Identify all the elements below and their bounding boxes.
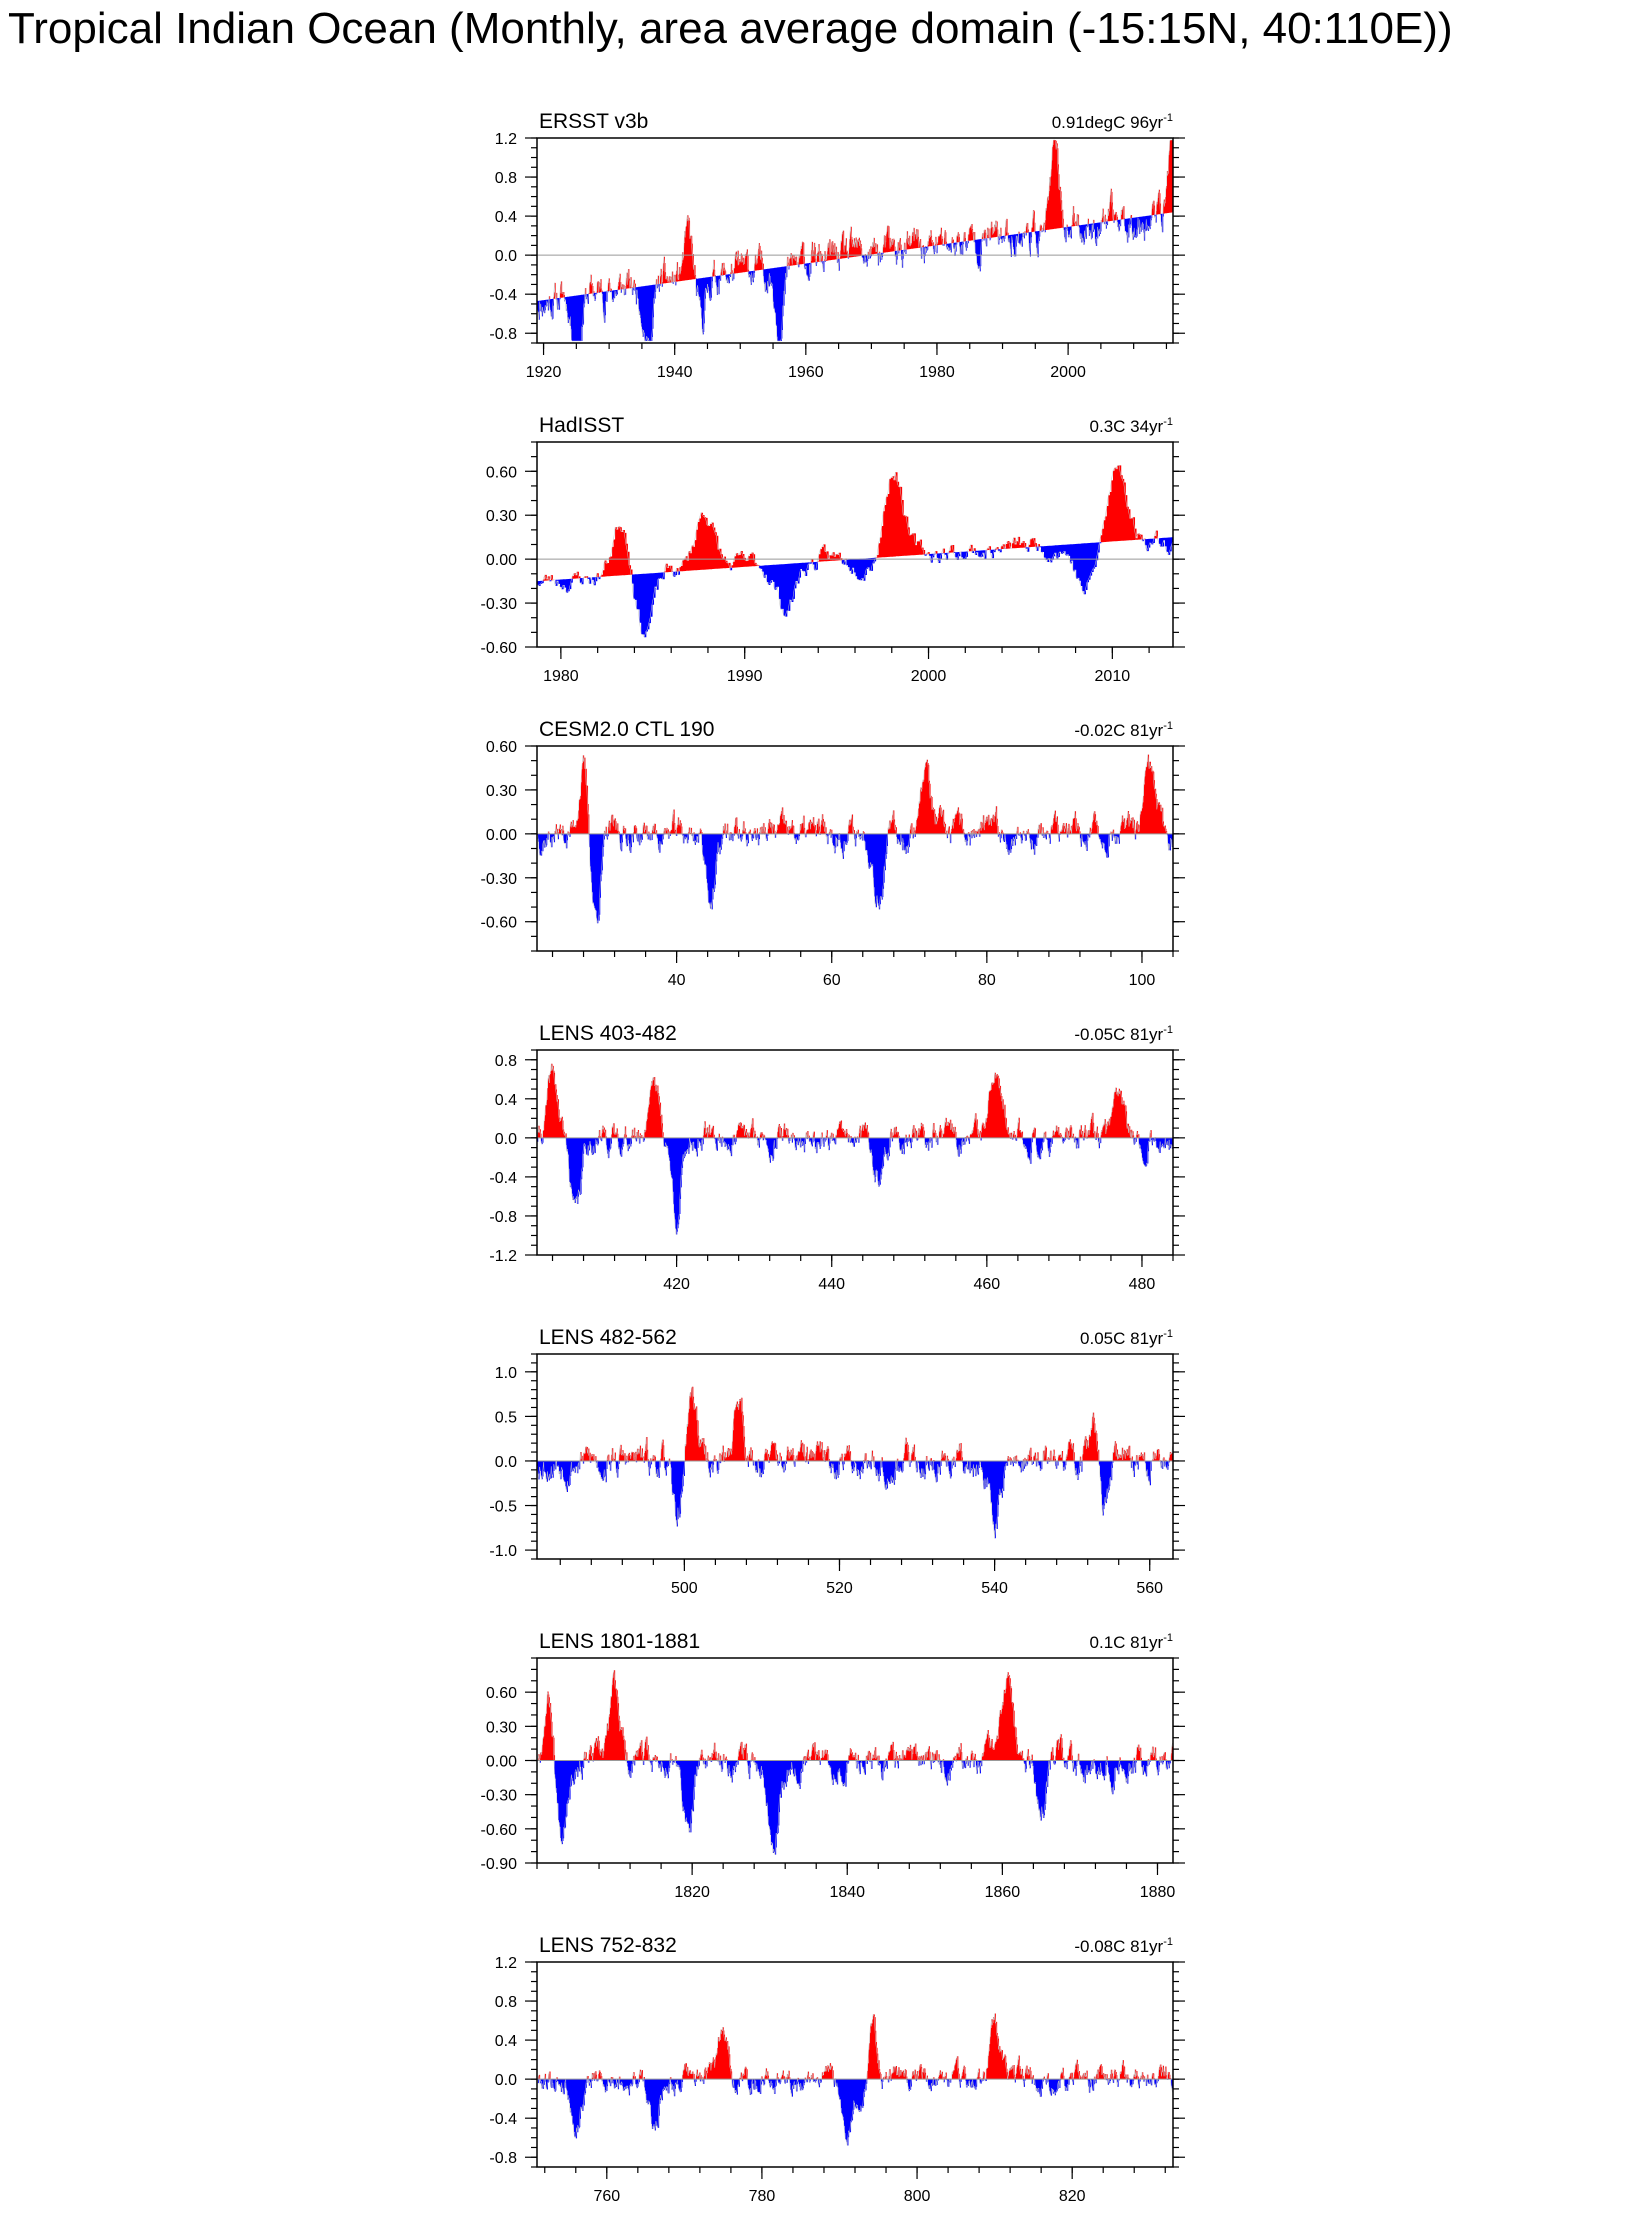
x-tick-label: 1880 (1139, 1884, 1176, 1901)
positive-anomaly-fill (538, 1670, 1174, 1760)
trend-label: -0.02C $81yr^{-1}$ (1074, 720, 1173, 740)
panel-2 (481, 414, 1185, 685)
negative-anomaly-fill (537, 834, 1174, 923)
x-tick-label: 1840 (829, 1884, 866, 1901)
trend-exponent: -1 (1163, 112, 1173, 124)
trend-label: 0.05C $81yr^{-1}$ (1080, 1328, 1173, 1348)
y-tick-label: 0.30 (485, 508, 517, 526)
y-tick-label: -0.60 (480, 914, 517, 932)
anomaly-series (537, 1387, 1174, 1538)
x-tick-label: 1920 (525, 364, 562, 381)
y-tick-label: -0.30 (480, 1787, 517, 1805)
anomaly-series (537, 140, 1174, 341)
y-tick-label: 0.5 (494, 1409, 517, 1427)
y-tick-label: 0.60 (485, 464, 517, 482)
anomaly-series (537, 465, 1175, 637)
x-tick-label: 1860 (984, 1884, 1021, 1901)
x-tick-label: 460 (973, 1276, 1001, 1293)
x-tick-label: 780 (748, 2188, 776, 2205)
y-tick-label: 0.60 (485, 1685, 517, 1703)
panel-title: ERSST v3b (539, 110, 649, 133)
series-line (537, 1670, 1173, 1854)
x-tick-label: 1990 (726, 668, 763, 685)
trend-exponent: -1 (1163, 1024, 1173, 1036)
panel-5 (489, 1326, 1185, 1597)
x-tick-label: 2010 (1094, 668, 1131, 685)
anomaly-series (537, 755, 1174, 924)
negative-anomaly-fill (537, 1761, 1171, 1855)
x-tick-label: 1980 (543, 668, 579, 685)
x-tick-label: 820 (1058, 2188, 1086, 2205)
x-tick-label: 420 (663, 1276, 690, 1293)
y-tick-label: 0.00 (485, 552, 517, 570)
y-tick-label: -0.8 (489, 326, 517, 344)
x-tick-label: 520 (826, 1580, 853, 1597)
y-tick-label: 0.4 (494, 2033, 517, 2051)
y-axis (525, 1962, 1185, 2167)
y-tick-label: 0.0 (494, 2072, 517, 2090)
x-tick-label: 1820 (674, 1884, 710, 1901)
negative-anomaly-fill (537, 537, 1175, 637)
x-tick-label: 480 (1128, 1276, 1156, 1293)
y-tick-label: 0.0 (494, 1130, 517, 1148)
x-tick-label: 80 (977, 972, 996, 989)
series-line (537, 140, 1173, 341)
x-tick-label: 760 (593, 2188, 621, 2205)
y-tick-label: 0.8 (494, 1994, 517, 2012)
y-tick-label: 0.8 (494, 1052, 517, 1070)
anomaly-series (537, 1670, 1174, 1854)
y-tick-label: 1.2 (494, 1955, 517, 1972)
negative-anomaly-fill (537, 2079, 1174, 2145)
trend-exponent: -1 (1163, 1936, 1173, 1948)
y-tick-label: 0.4 (494, 1091, 517, 1109)
plot-frame (537, 746, 1173, 951)
x-tick-label: 440 (818, 1276, 846, 1293)
x-axis (561, 647, 1149, 659)
panel-6 (481, 1630, 1185, 1901)
y-tick-label: -0.8 (489, 2150, 517, 2168)
y-tick-label: 0.60 (485, 739, 517, 756)
y-tick-label: 0.4 (494, 209, 517, 227)
trend-exponent: -1 (1163, 1328, 1173, 1340)
x-axis (537, 1863, 1157, 1875)
positive-anomaly-fill (538, 1064, 1167, 1138)
y-tick-label: -1.0 (489, 1543, 517, 1561)
y-tick-label: -0.4 (489, 1169, 517, 1187)
y-tick-label: -0.4 (489, 287, 517, 305)
y-tick-label: -0.4 (489, 2111, 517, 2129)
x-axis (545, 2167, 1165, 2179)
trend-label: 0.1C $81yr^{-1}$ (1089, 1632, 1173, 1652)
trend-label: -0.05C $81yr^{-1}$ (1074, 1024, 1173, 1044)
panel-title: LENS 403-482 (539, 1022, 677, 1045)
y-tick-label: -0.30 (480, 870, 517, 888)
y-tick-label: 0.0 (494, 1453, 517, 1471)
y-tick-label: -0.8 (489, 1208, 517, 1226)
y-tick-label: 0.00 (485, 826, 517, 844)
x-tick-label: 2000 (1050, 364, 1086, 381)
x-tick-label: 1980 (919, 364, 955, 381)
y-tick-label: 0.0 (494, 248, 517, 266)
panel-title: LENS 752-832 (539, 1934, 677, 1957)
x-tick-label: 540 (981, 1580, 1008, 1597)
y-tick-label: -0.60 (480, 640, 517, 657)
x-axis (553, 951, 1173, 963)
x-tick-label: 100 (1128, 972, 1156, 989)
x-tick-label: 1960 (788, 364, 824, 381)
positive-anomaly-fill (549, 140, 1174, 299)
x-tick-label: 1940 (656, 364, 693, 381)
x-tick-label: 800 (903, 2188, 931, 2205)
y-tick-label: -1.2 (489, 1248, 517, 1265)
panel-title: CESM2.0 CTL 190 (539, 718, 715, 741)
series-line (537, 1064, 1173, 1235)
panel-7 (489, 1934, 1185, 2205)
x-axis (544, 343, 1167, 355)
positive-anomaly-fill (556, 1387, 1175, 1461)
x-axis (560, 1559, 1149, 1571)
y-tick-label: 0.30 (485, 782, 517, 800)
x-tick-label: 500 (671, 1580, 698, 1597)
y-tick-label: 0.00 (485, 1753, 517, 1771)
panel-3 (481, 718, 1185, 989)
trend-label: 0.91degC $96yr^{-1}$ (1051, 112, 1173, 132)
y-tick-label: 0.8 (494, 170, 517, 188)
positive-anomaly-fill (548, 755, 1168, 834)
x-tick-label: 40 (667, 972, 686, 989)
trend-label: 0.3C $34yr^{-1}$ (1089, 416, 1173, 436)
panel-title: LENS 482-562 (539, 1326, 677, 1349)
trend-label: -0.08C $81yr^{-1}$ (1074, 1936, 1173, 1956)
x-axis (553, 1255, 1173, 1267)
panel-1 (489, 110, 1185, 381)
y-tick-label: -0.5 (489, 1498, 517, 1516)
y-tick-label: -0.90 (480, 1856, 517, 1873)
positive-anomaly-fill (538, 2014, 1171, 2080)
y-tick-label: 1.0 (494, 1364, 517, 1382)
y-axis (525, 1050, 1185, 1255)
trend-exponent: -1 (1163, 416, 1173, 428)
x-tick-label: 60 (822, 972, 841, 989)
y-tick-label: 1.2 (494, 131, 517, 148)
trend-exponent: -1 (1163, 720, 1173, 732)
x-tick-label: 2000 (910, 668, 947, 685)
panel-4 (489, 1022, 1185, 1293)
x-tick-label: 560 (1136, 1580, 1164, 1597)
plot-frame (537, 1050, 1173, 1255)
main-title: Tropical Indian Ocean (Monthly, area average domain (-15:15N, 40:110E)) (8, 4, 1453, 53)
y-tick-label: -0.60 (480, 1821, 517, 1839)
y-tick-label: -0.30 (480, 596, 517, 614)
anomaly-series (537, 1064, 1174, 1235)
panel-title: LENS 1801-1881 (539, 1630, 701, 1653)
panel-title: HadISST (539, 414, 625, 437)
trend-exponent: -1 (1163, 1632, 1173, 1644)
negative-anomaly-fill (537, 1138, 1174, 1235)
y-tick-label: 0.30 (485, 1719, 517, 1737)
